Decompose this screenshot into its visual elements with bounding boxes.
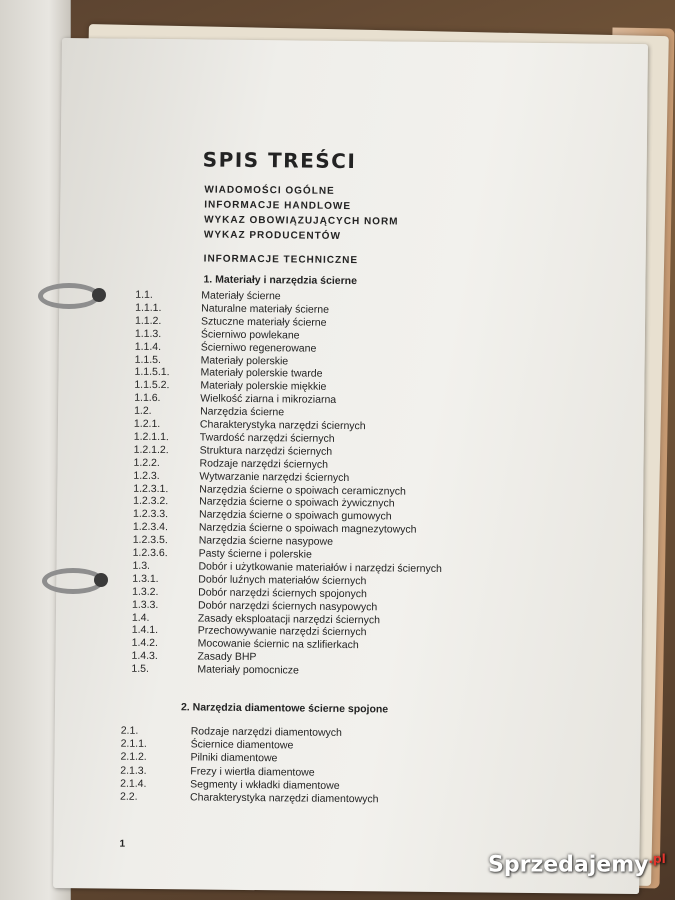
toc-entry-title: Narzędzia ścierne nasypowe xyxy=(198,534,334,548)
toc-entry-title: Materiały polerskie miękkie xyxy=(200,379,327,394)
toc-entry-title: Narzędzia ścierne o spoiwach żywicznych xyxy=(199,495,395,510)
toc-entry-number: 1.2.1.2. xyxy=(133,443,169,456)
toc-entry-number: 1.1.5. xyxy=(134,353,161,366)
document-page xyxy=(53,38,648,894)
heading-trade: INFORMACJE HANDLOWE xyxy=(204,199,352,213)
toc-entry-title: Ścierniwo powlekane xyxy=(200,328,300,342)
toc-content xyxy=(53,38,648,894)
toc-entry-title: Dobór luźnych materiałów ściernych xyxy=(198,573,367,588)
toc-entry-number: 1.3.3. xyxy=(132,598,159,611)
toc-entry-number: 1.2.3.1. xyxy=(133,482,169,495)
toc-entry-number: 1.1.1. xyxy=(135,301,162,314)
toc-entry-number: 1.2.3.4. xyxy=(132,520,168,534)
punch-hole-bottom xyxy=(94,573,108,587)
toc-entry-number: 2.1.2. xyxy=(120,751,147,764)
toc-entry-number: 1.4.3. xyxy=(131,649,158,663)
heading-general: WIADOMOŚCI OGÓLNE xyxy=(204,184,335,197)
toc-entry-title: Naturalne materiały ścierne xyxy=(201,302,330,316)
toc-entry-title: Ściernice diamentowe xyxy=(190,738,294,752)
heading-producers: WYKAZ PRODUCENTÓW xyxy=(203,229,341,242)
toc-entry-number: 1.4.2. xyxy=(131,637,159,650)
toc-entry-number: 1.4. xyxy=(131,611,150,624)
toc-entry-number: 1.1.5.2. xyxy=(134,379,170,392)
toc-entry-number: 1.1.6. xyxy=(134,391,161,405)
toc-entry-number: 1.3. xyxy=(132,559,151,572)
toc-entry-number: 1.1.2. xyxy=(134,314,162,327)
toc-entry-title: Charakterystyka narzędzi diamentowych xyxy=(189,791,379,806)
toc-entry-title: Mocowanie ściernic na szlifierkach xyxy=(197,637,359,652)
toc-entry-title: Narzędzia ścierne o spoiwach magnezytowych xyxy=(198,521,417,536)
toc-entry-number: 1.2.3.6. xyxy=(132,546,168,560)
toc-entry-number: 1.2.2. xyxy=(133,456,160,469)
toc-entry-title: Dobór narzędzi ściernych nasypowych xyxy=(198,599,378,613)
toc-entry-number: 1.2. xyxy=(134,404,152,418)
toc-entry-number: 1.1. xyxy=(135,288,153,301)
toc-entry-title: Wytwarzanie narzędzi ściernych xyxy=(199,470,350,484)
page-title: SPIS TREŚCI xyxy=(202,147,357,174)
toc-entry-number: 2.1.4. xyxy=(120,777,147,790)
toc-entry-number: 1.2.1. xyxy=(133,417,161,431)
toc-entry-title: Materiały ścierne xyxy=(201,289,281,303)
toc-entry-number: 1.5. xyxy=(131,662,149,676)
toc-entry-number: 1.2.1.1. xyxy=(133,430,169,444)
toc-entry-title: Narzędzia ścierne o spoiwach gumowych xyxy=(198,508,392,523)
toc-entry-number: 1.3.2. xyxy=(132,585,159,598)
toc-entry-title: Wielkość ziarna i mikroziarna xyxy=(200,392,337,407)
toc-entry-number: 1.2.3.5. xyxy=(132,533,168,547)
toc-entry-title: Charakterystyka narzędzi ściernych xyxy=(199,418,366,433)
toc-entry-title: Segmenty i wkładki diamentowe xyxy=(190,778,340,792)
toc-entry-title: Frezy i wiertła diamentowe xyxy=(190,764,315,779)
watermark-suffix: .pl xyxy=(648,852,666,866)
toc-entry-title: Zasady eksploatacji narzędzi ściernych xyxy=(197,611,381,626)
toc-entry-title: Twardość narzędzi ściernych xyxy=(199,431,335,445)
binder-ring-top xyxy=(38,283,100,309)
toc-entry-title: Sztuczne materiały ścierne xyxy=(200,315,327,329)
toc-entry-title: Zasady BHP xyxy=(197,650,257,664)
toc-entry-title: Narzędzia ścierne o spoiwach ceramicznych xyxy=(199,482,406,498)
toc-entry-title: Struktura narzędzi ściernych xyxy=(199,444,333,458)
toc-entry-title: Ścierniwo regenerowane xyxy=(200,341,317,355)
toc-entry-number: 1.2.3. xyxy=(133,469,160,482)
toc-entry-title: Pasty ścierne i polerskie xyxy=(198,547,312,561)
toc-entry-number: 1.2.3.3. xyxy=(132,508,169,521)
punch-hole-top xyxy=(92,288,106,302)
heading-technical: INFORMACJE TECHNICZNE xyxy=(203,253,359,267)
toc-entry-number: 1.1.5.1. xyxy=(134,366,170,379)
section-2-title: 2. Narzędzia diamentowe ścierne spojone xyxy=(180,701,389,716)
toc-entry-title: Materiały polerskie xyxy=(200,353,289,367)
toc-entry-title: Przechowywanie narzędzi ściernych xyxy=(197,624,367,639)
toc-entry-title: Rodzaje narzędzi diamentowych xyxy=(190,725,342,739)
toc-entry-number: 1.4.1. xyxy=(131,624,159,637)
toc-entry-title: Materiały pomocnicze xyxy=(197,663,299,677)
toc-entry-title: Materiały polerskie twarde xyxy=(200,366,323,381)
toc-entry-title: Narzędzia ścierne xyxy=(200,405,285,419)
toc-entry-title: Pilniki diamentowe xyxy=(190,751,278,765)
toc-entry-title: Rodzaje narzędzi ściernych xyxy=(199,457,329,471)
toc-entry-number: 1.1.3. xyxy=(134,327,162,340)
toc-entry-number: 1.2.3.2. xyxy=(133,495,169,508)
watermark-logo xyxy=(488,852,666,877)
toc-entry-number: 1.1.4. xyxy=(134,340,162,353)
page-number: 1 xyxy=(119,838,126,850)
toc-entry-number: 2.2. xyxy=(119,790,138,803)
toc-entry-number: 2.1. xyxy=(120,724,139,737)
watermark-text: Sprzedajemy xyxy=(488,852,649,878)
toc-entry-title: Dobór narzędzi ściernych spojonych xyxy=(198,586,367,600)
toc-entry-number: 2.1.3. xyxy=(120,764,147,777)
toc-entry-number: 1.3.1. xyxy=(132,572,159,585)
toc-entry-title: Dobór i użytkowanie materiałów i narzędzi ściernych xyxy=(198,560,442,575)
toc-entry-number: 2.1.1. xyxy=(120,737,147,751)
heading-norms: WYKAZ OBOWIĄZUJĄCYCH NORM xyxy=(204,214,399,228)
section-1-title: 1. Materiały i narzędzia ścierne xyxy=(203,273,358,288)
